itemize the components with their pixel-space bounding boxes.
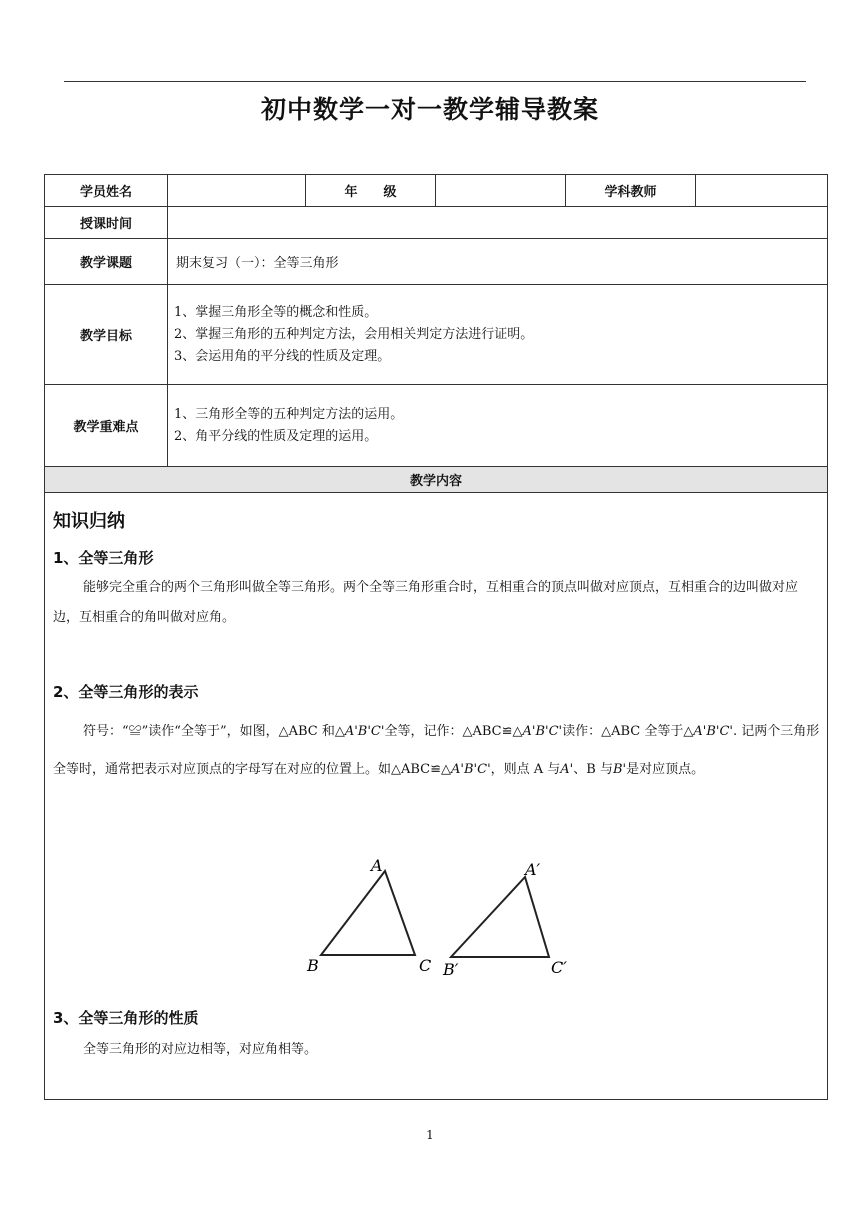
label-c-prime: C′ <box>551 958 567 977</box>
s2-part-b: 全等，记作：△ABC≌△ <box>384 724 523 739</box>
time-label: 授课时间 <box>45 207 168 239</box>
label-b-prime: B′ <box>443 960 459 979</box>
student-name-label: 学员姓名 <box>45 175 168 207</box>
congruent-triangles-figure <box>303 857 623 987</box>
key-point-item: 2、角平分线的性质及定理的运用。 <box>174 428 378 444</box>
lesson-info-table <box>44 174 828 1100</box>
symbol-abc-prime: A'B'C' <box>693 724 733 739</box>
section-3-body: 全等三角形的对应边相等，对应角相等。 <box>83 1042 318 1057</box>
s2-part-e: ，则点 A 与 <box>490 762 561 777</box>
topic-value: 期末复习（一）：全等三角形 <box>168 239 828 285</box>
key-points-list <box>168 385 828 467</box>
s2-part-a: 符号：“≌”读作“全等于”，如图，△ABC 和△ <box>83 724 345 739</box>
time-field[interactable] <box>168 207 828 239</box>
grade-label: 年 级 <box>306 175 436 207</box>
grade-field[interactable] <box>436 175 566 207</box>
section-1-title: 1、全等三角形 <box>53 549 154 567</box>
symbol-a-prime: A' <box>560 762 574 777</box>
section-2-text <box>53 713 821 789</box>
goal-item: 3、会运用角的平分线的性质及定理。 <box>174 348 391 364</box>
knowledge-heading: 知识归纳 <box>53 511 125 532</box>
label-a-prime: A′ <box>525 860 541 879</box>
section-3-title: 3、全等三角形的性质 <box>53 1009 199 1027</box>
teacher-field[interactable] <box>696 175 828 207</box>
teacher-label: 学科教师 <box>566 175 696 207</box>
s2-part-c: 读作：△ABC 全等于△ <box>562 724 694 739</box>
page-number: 1 <box>426 1128 434 1142</box>
section-1-body: 能够完全重合的两个三角形叫做全等三角形。两个全等三角形重合时，互相重合的顶点叫做对应顶点，互相重合的边叫做对应边，互相重合的角叫做对应角。 <box>53 580 799 625</box>
section-2-title: 2、全等三角形的表示 <box>53 683 199 701</box>
triangle-abc-prime <box>451 877 549 957</box>
s2-part-d: . 记两个三角形全等时，通常把表示对应顶点的字母写在对应的位置上。如△ABC≌△ <box>53 724 820 777</box>
goals-label: 教学目标 <box>45 285 168 385</box>
symbol-abc-prime: A'B'C' <box>522 724 563 739</box>
content-header: 教学内容 <box>45 467 828 493</box>
label-c: C <box>419 956 432 975</box>
symbol-abc-prime: A'B'C' <box>451 762 491 777</box>
student-name-field[interactable] <box>168 175 306 207</box>
section-1-text <box>53 573 821 633</box>
key-point-item: 1、三角形全等的五种判定方法的运用。 <box>174 406 404 422</box>
label-a: A <box>371 857 383 875</box>
goal-item: 1、掌握三角形全等的概念和性质。 <box>174 304 378 320</box>
label-b: B <box>307 956 319 975</box>
goals-list <box>168 285 828 385</box>
section-3-text <box>53 1035 821 1065</box>
symbol-abc-prime: A'B'C' <box>344 724 385 739</box>
key-points-label: 教学重难点 <box>45 385 168 467</box>
s2-part-g: 是对应顶点。 <box>626 762 705 777</box>
s2-part-f: 、B 与 <box>573 762 613 777</box>
top-rule <box>64 81 806 82</box>
topic-label: 教学课题 <box>45 239 168 285</box>
triangle-abc <box>321 871 415 955</box>
symbol-b-prime: B' <box>612 762 627 777</box>
goal-item: 2、掌握三角形的五种判定方法，会用相关判定方法进行证明。 <box>174 326 534 342</box>
content-cell <box>45 493 828 1100</box>
document-title: 初中数学一对一教学辅导教案 <box>260 95 599 124</box>
